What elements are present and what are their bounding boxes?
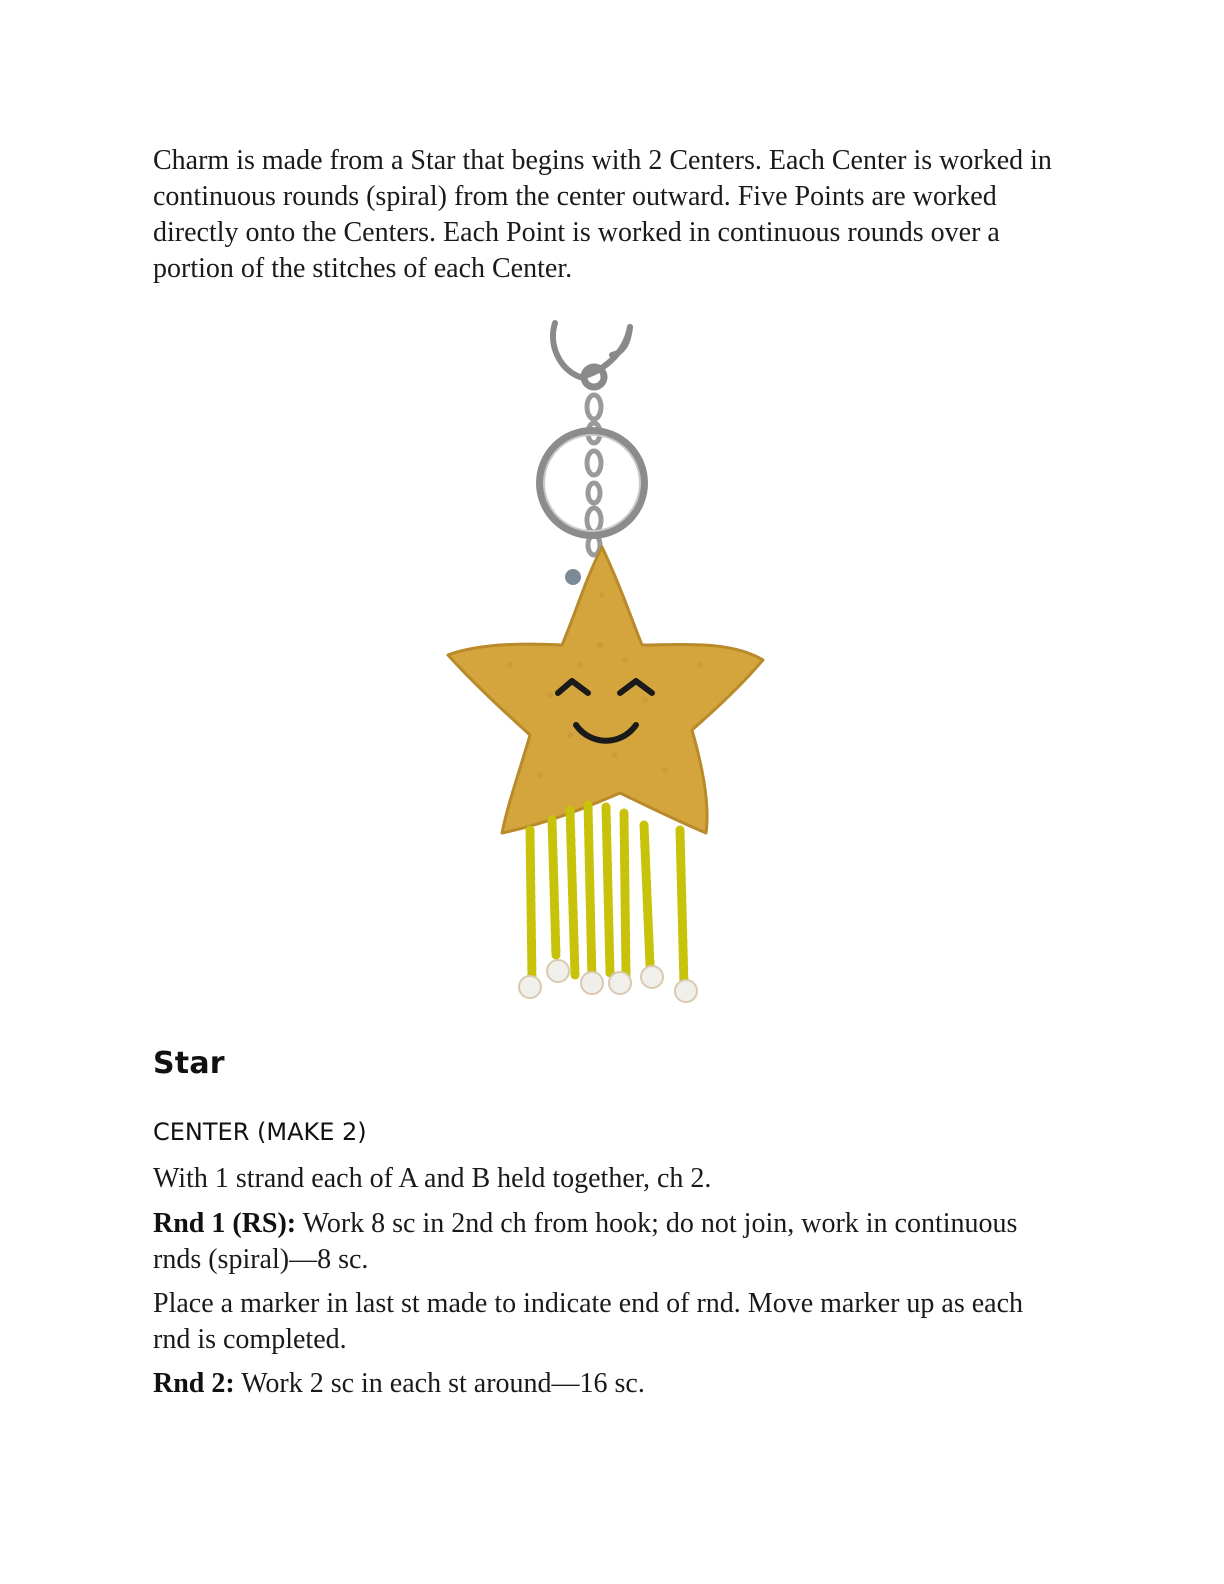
subsection-heading: CENTER (MAKE 2) bbox=[153, 1118, 367, 1146]
rnd2-text: Work 2 sc in each st around—16 sc. bbox=[234, 1368, 645, 1399]
star-charm-illustration bbox=[430, 315, 790, 1015]
rnd2-label: Rnd 2: bbox=[153, 1368, 235, 1399]
instruction-rnd2 bbox=[153, 1366, 1053, 1402]
beaded-tassel bbox=[519, 805, 697, 1002]
crochet-star bbox=[448, 547, 763, 833]
intro-paragraph: Charm is made from a Star that begins with 2 Centers. Each Center is worked in continuous rounds (spiral) from the center outward. Five Points are worked directly onto the Centers. Each Point is worked in continuous rounds over a portion of the stitches of each Center. bbox=[153, 145, 1052, 284]
instruction-marker: Place a marker in last st made to indicate end of rnd. Move marker up as each rnd is completed. bbox=[153, 1288, 1024, 1355]
lobster-clasp bbox=[553, 323, 630, 387]
instruction-rnd1 bbox=[153, 1206, 1053, 1278]
instruction-setup: With 1 strand each of A and B held together, ch 2. bbox=[153, 1163, 712, 1194]
rnd1-text: Work 8 sc in 2nd ch from hook; do not join, work in continuous rnds (spiral)—8 sc. bbox=[153, 1208, 1018, 1275]
rnd1-label: Rnd 1 (RS): bbox=[153, 1208, 297, 1239]
section-heading: Star bbox=[153, 1046, 225, 1081]
star-charm-photo bbox=[430, 315, 790, 1015]
